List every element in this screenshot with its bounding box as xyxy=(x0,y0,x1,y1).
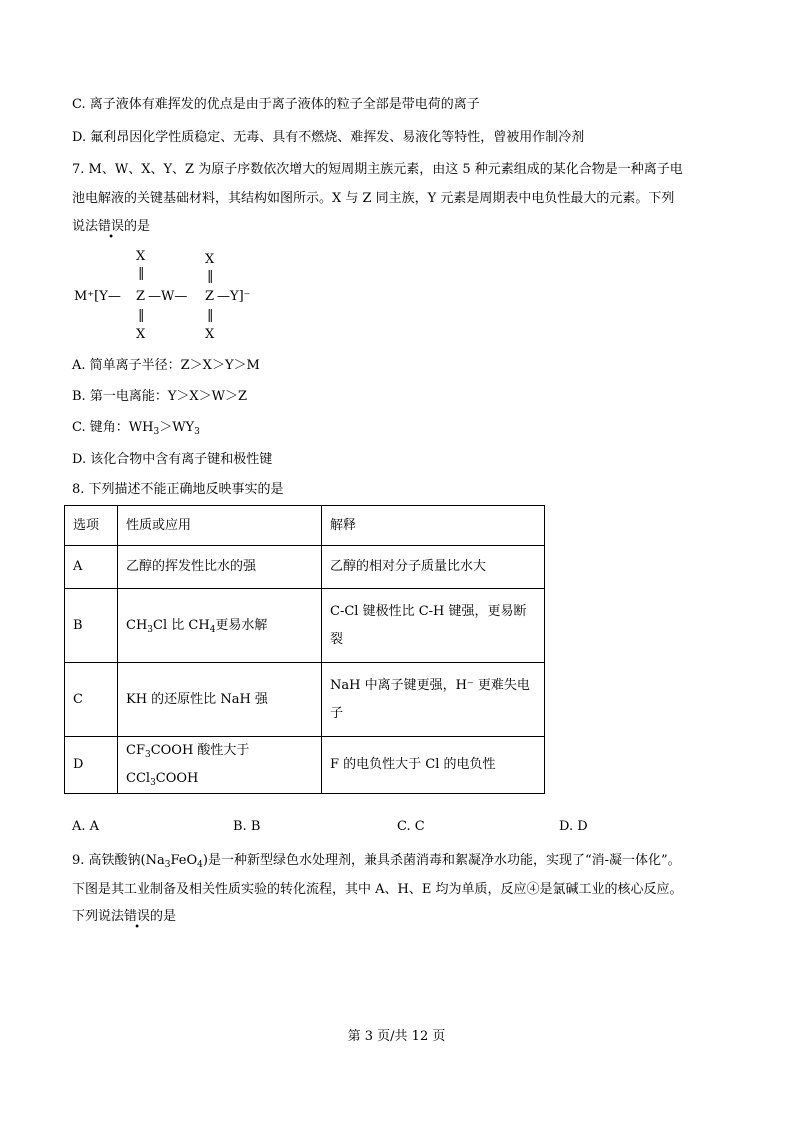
table-cell xyxy=(118,737,322,794)
option-c-previous: C. 离子液体有难挥发的优点是由于离子液体的粒子全部是带电荷的离子 xyxy=(72,97,480,112)
text-segment: Cl 比 CH xyxy=(153,617,210,633)
atom-x-top-left: X xyxy=(136,249,146,264)
text-segment: )是一种新型绿色水处理剂，兼具杀菌消毒和絮凝净水功能，实现了“消-凝一体化”。 xyxy=(202,853,681,868)
w-bridge: —W— xyxy=(148,289,188,304)
question-9-line-3 xyxy=(72,909,177,933)
table-cell xyxy=(322,589,545,663)
question-7-option-a: A. 简单离子半径：Z＞X＞Y＞M xyxy=(72,358,260,373)
text-segment: 说法 xyxy=(72,219,99,234)
text-segment: 更易水解 xyxy=(215,617,268,633)
text-segment: C. 键角：WH xyxy=(72,420,154,435)
emphasis-dot: • xyxy=(134,922,140,933)
atom-x-bottom-right: X xyxy=(205,327,215,342)
subscript: 3 xyxy=(147,624,154,635)
page-footer: 第 3 页/共 12 页 xyxy=(347,1029,446,1044)
structure-diagram xyxy=(70,245,280,350)
double-bond-bottom-left: ‖ xyxy=(138,308,145,323)
atom-z-left: Z xyxy=(136,289,146,304)
subscript: 4 xyxy=(197,860,203,870)
question-7-line-3 xyxy=(72,219,151,243)
table-header: 性质或应用 xyxy=(118,506,322,546)
double-bond-top-left: ‖ xyxy=(138,266,145,281)
question-8-stem: 8. 下列描述不能正确地反映事实的是 xyxy=(72,482,284,497)
emphasized-word: 错误 xyxy=(98,219,125,234)
question-7-option-b: B. 第一电离能：Y＞X＞W＞Z xyxy=(72,389,248,404)
text-segment: 的是 xyxy=(124,219,151,234)
text-segment: 的是 xyxy=(150,909,177,924)
table-row xyxy=(65,589,545,663)
table-header: 解释 xyxy=(322,506,545,546)
emphasized-text xyxy=(98,219,125,243)
table-cell: KH 的还原性比 NaH 强 xyxy=(118,663,322,737)
table-cell: B xyxy=(65,589,118,663)
subscript: 3 xyxy=(194,427,200,437)
answer-a: A. A xyxy=(72,819,100,834)
text-segment: COOH xyxy=(155,771,199,786)
question-7-option-d: D. 该化合物中含有离子键和极性键 xyxy=(72,452,273,467)
question-9-line-2: 下图是其工业制备及相关性质实验的转化流程，其中 A、H、E 均为单质，反应④是氯碱工业的核心反应。 xyxy=(72,882,683,897)
cell-line: C-Cl 键极性比 C-H 键强，更易断 xyxy=(330,603,527,619)
emphasis-dot: • xyxy=(108,232,114,243)
table-cell: F 的电负性大于 Cl 的电负性 xyxy=(322,737,545,794)
text-segment: COOH 酸性大于 CCl xyxy=(126,743,250,786)
table-cell: 乙醇的挥发性比水的强 xyxy=(118,546,322,589)
table-header-row xyxy=(65,506,545,546)
question-8-table xyxy=(64,505,545,794)
subscript: 3 xyxy=(164,860,171,870)
table-row xyxy=(65,737,545,794)
atom-x-bottom-left: X xyxy=(136,327,146,342)
question-7-option-c xyxy=(72,421,200,437)
table-row xyxy=(65,663,545,737)
subscript: 3 xyxy=(150,778,156,788)
question-7-line-2: 池电解液的关键基础材料，其结构如图所示。X 与 Z 同主族，Y 元素是周期表中电负性最大的元素。下列 xyxy=(72,191,675,206)
answer-b: B. B xyxy=(233,819,261,834)
answer-d: D. D xyxy=(559,819,588,834)
text-segment: ＞WY xyxy=(159,420,195,435)
table-header: 选项 xyxy=(65,506,118,546)
text-segment: 9. 高铁酸钠(Na xyxy=(72,853,165,868)
atom-z-right: Z xyxy=(205,289,215,304)
subscript: 3 xyxy=(153,427,160,437)
table-cell: D xyxy=(65,737,118,794)
emphasized-text xyxy=(124,909,151,933)
text-segment: CH xyxy=(126,617,148,633)
double-bond-top-right: ‖ xyxy=(207,269,214,284)
subscript: 4 xyxy=(209,624,216,635)
question-7-line-1: 7. M、W、X、Y、Z 为原子序数依次增大的短周期主族元素，由这 5 种元素组成的某化合物是一种离子电 xyxy=(72,162,683,177)
table-cell: C xyxy=(65,663,118,737)
question-9-line-1 xyxy=(72,854,681,870)
text-segment: FeO xyxy=(170,853,198,868)
cell-line: 裂 xyxy=(330,631,344,647)
table-cell xyxy=(118,589,322,663)
cell-line: NaH 中离子键更强，H⁻ 更难失电 xyxy=(330,677,530,693)
y-right-anion: —Y]⁻ xyxy=(217,289,251,304)
emphasized-word: 错误 xyxy=(124,909,151,924)
atom-x-top-right: X xyxy=(205,252,215,267)
subscript: 3 xyxy=(144,750,151,760)
text-segment: 下列说法 xyxy=(72,909,125,924)
double-bond-bottom-right: ‖ xyxy=(207,308,214,323)
text-segment: CF xyxy=(126,743,145,758)
option-d-previous: D. 氟利昂因化学性质稳定、无毒、具有不燃烧、难挥发、易液化等特性，曾被用作制冷剂 xyxy=(72,130,585,145)
cation-and-y-left: M⁺[Y— xyxy=(74,289,121,304)
cell-line: 子 xyxy=(330,705,344,721)
table-row xyxy=(65,546,545,589)
table-cell: 乙醇的相对分子质量比水大 xyxy=(322,546,545,589)
table-cell xyxy=(322,663,545,737)
table-cell: A xyxy=(65,546,118,589)
answer-c: C. C xyxy=(397,819,425,834)
